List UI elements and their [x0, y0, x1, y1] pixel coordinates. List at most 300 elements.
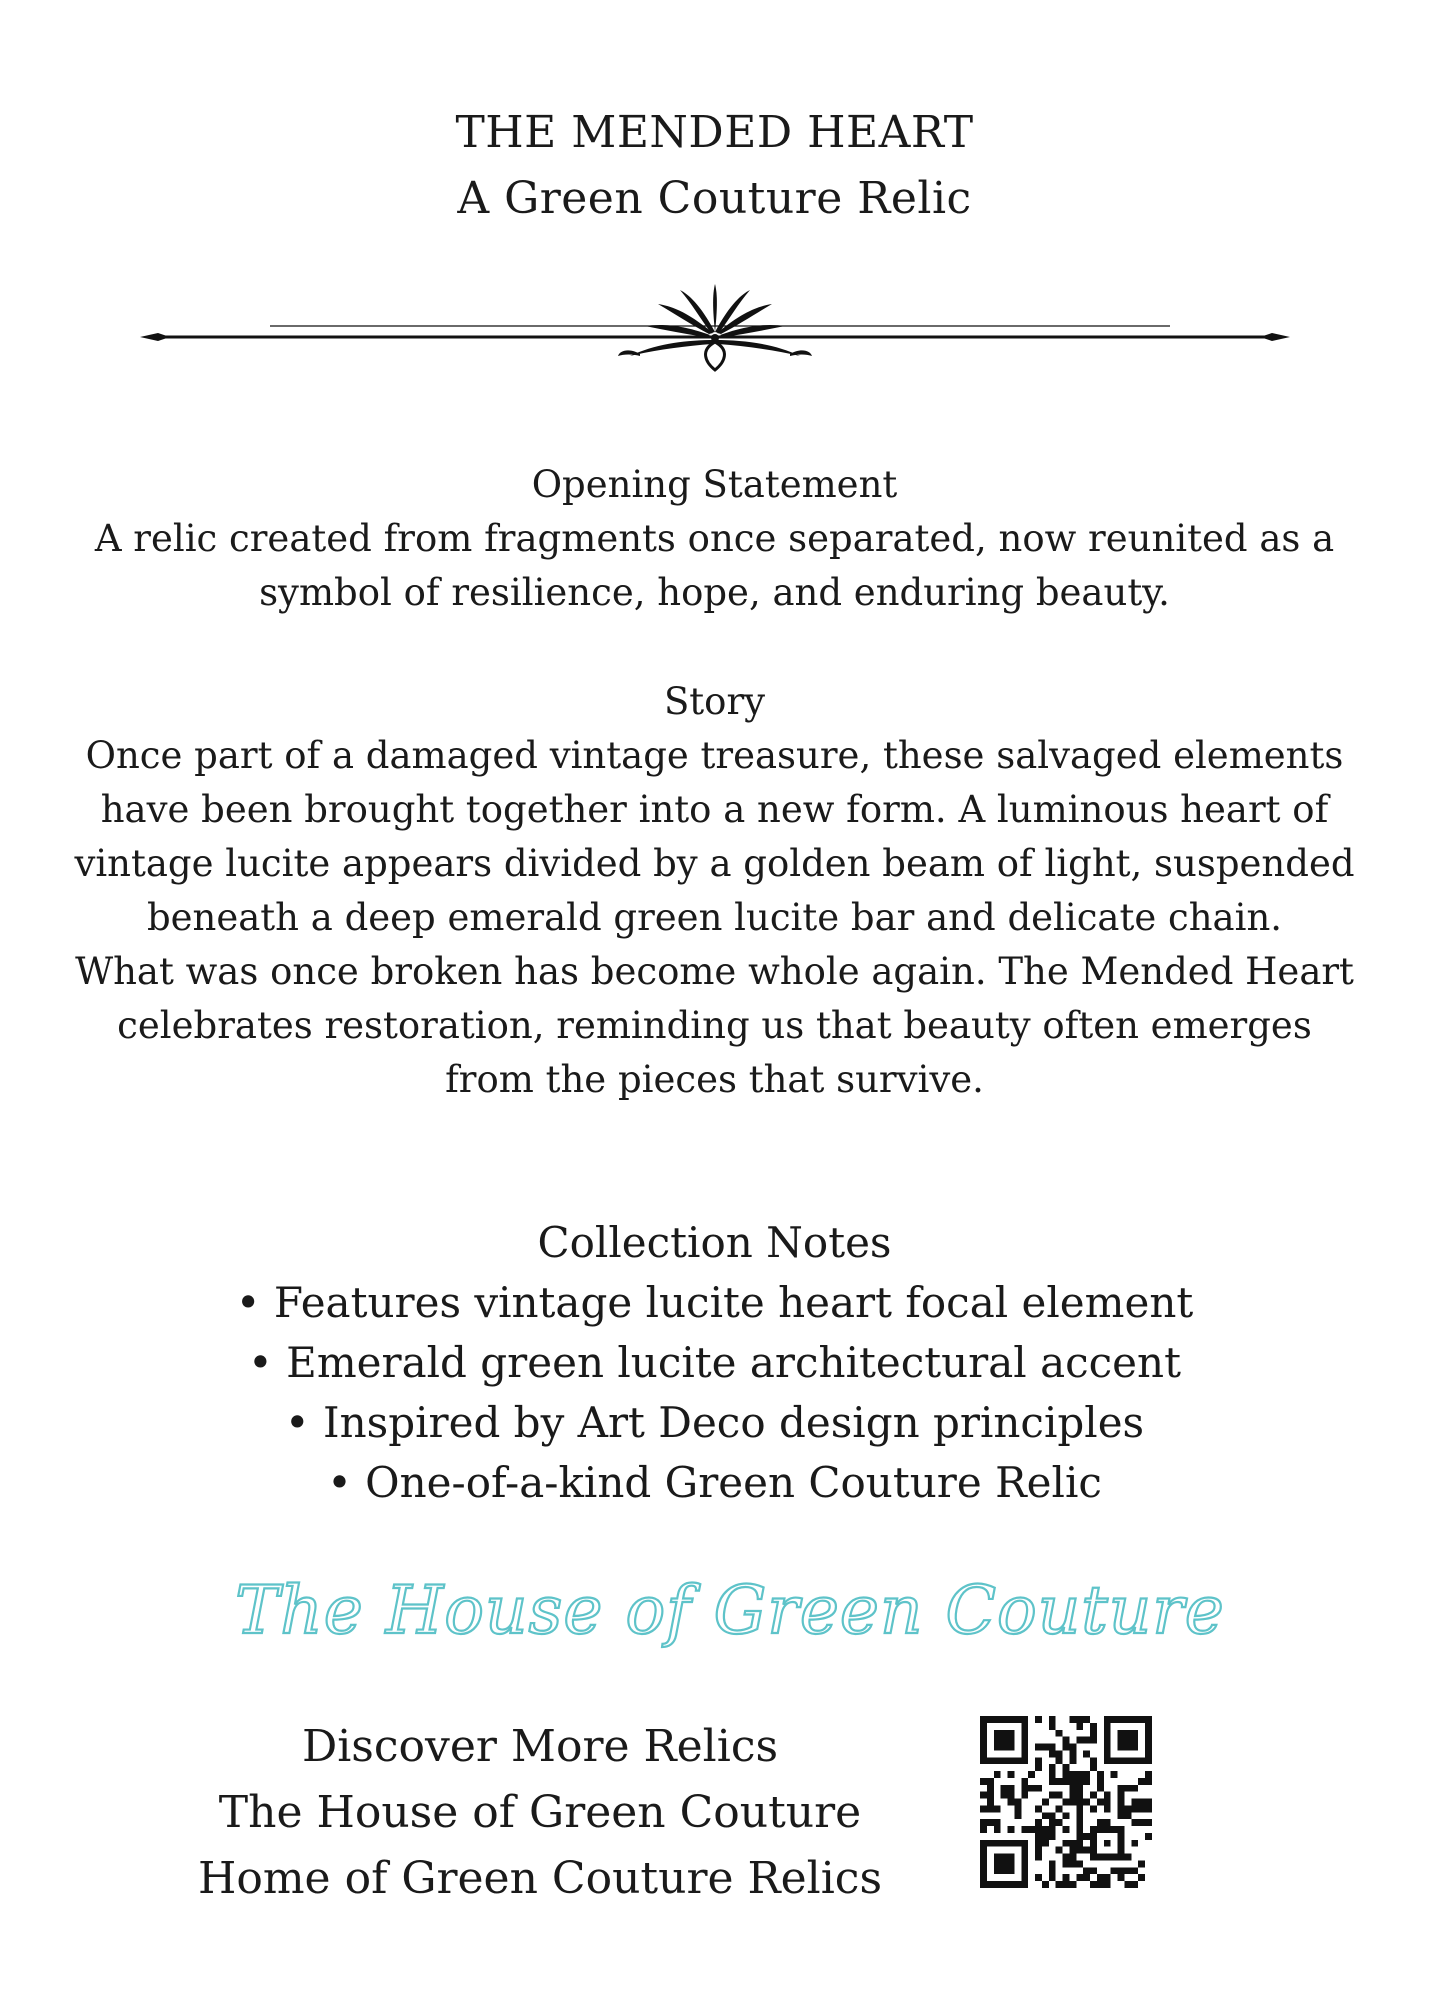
opening-statement-heading: Opening Statement [531, 463, 898, 506]
qr-module [1069, 1744, 1076, 1751]
qr-module [1090, 1723, 1097, 1730]
qr-module [1131, 1881, 1138, 1888]
qr-module [1035, 1716, 1042, 1723]
qr-module [1056, 1757, 1063, 1764]
qr-module [1118, 1744, 1125, 1751]
qr-module [1063, 1812, 1070, 1819]
qr-module [1104, 1854, 1111, 1861]
qr-module [994, 1730, 1001, 1737]
qr-module [1131, 1757, 1138, 1764]
qr-module [1063, 1744, 1070, 1751]
qr-module [1083, 1847, 1090, 1854]
qr-module [1118, 1867, 1125, 1874]
story-section [0, 675, 1429, 1107]
qr-module [1118, 1847, 1125, 1854]
qr-module [1076, 1805, 1083, 1812]
qr-module [980, 1874, 987, 1881]
qr-module [1083, 1867, 1090, 1874]
page-subtitle: A Green Couture Relic [457, 173, 972, 224]
qr-module [1049, 1792, 1056, 1799]
qr-module [1049, 1867, 1056, 1874]
qr-module [994, 1737, 1001, 1744]
qr-module [994, 1881, 1001, 1888]
qr-module [1035, 1833, 1042, 1840]
qr-module [1049, 1812, 1056, 1819]
page-title: THE MENDED HEART [455, 107, 974, 158]
qr-module [1014, 1716, 1021, 1723]
qr-module [1008, 1792, 1015, 1799]
qr-module [1124, 1785, 1131, 1792]
qr-module [1035, 1785, 1042, 1792]
qr-module [1145, 1744, 1152, 1751]
qr-module [1008, 1881, 1015, 1888]
qr-module [980, 1805, 987, 1812]
qr-module [1124, 1744, 1131, 1751]
qr-module [1021, 1723, 1028, 1730]
qr-module [1145, 1716, 1152, 1723]
qr-module [1131, 1840, 1138, 1847]
qr-module [1008, 1860, 1015, 1867]
qr-module [1131, 1867, 1138, 1874]
qr-module [980, 1860, 987, 1867]
qr-module [1097, 1819, 1104, 1826]
qr-module [1124, 1812, 1131, 1819]
qr-module [1069, 1860, 1076, 1867]
qr-module [980, 1737, 987, 1744]
qr-module [980, 1750, 987, 1757]
qr-module [1097, 1799, 1104, 1806]
qr-module [980, 1792, 987, 1799]
qr-module [994, 1819, 1001, 1826]
qr-module [1090, 1847, 1097, 1854]
story-line: Once part of a damaged vintage treasure, these salvaged elements [85, 734, 1344, 777]
qr-module [1049, 1716, 1056, 1723]
qr-module [1076, 1812, 1083, 1819]
qr-module [1076, 1874, 1083, 1881]
qr-module [1145, 1771, 1152, 1778]
qr-module [1124, 1757, 1131, 1764]
qr-module [1104, 1750, 1111, 1757]
qr-module [1069, 1750, 1076, 1757]
qr-module [1069, 1840, 1076, 1847]
qr-module [1014, 1799, 1021, 1806]
qr-module [1014, 1881, 1021, 1888]
brand-script-text: The House of Green Couture [235, 1572, 1225, 1649]
qr-module [1124, 1867, 1131, 1874]
qr-module [1076, 1847, 1083, 1854]
qr-module [1104, 1792, 1111, 1799]
qr-module [1131, 1785, 1138, 1792]
qr-module [1028, 1826, 1035, 1833]
brand-script-logo [235, 1553, 1225, 1683]
qr-module [1069, 1854, 1076, 1861]
collection-note-item: • Features vintage lucite heart focal element [235, 1278, 1194, 1327]
qr-module [1021, 1778, 1028, 1785]
qr-module [980, 1847, 987, 1854]
story-line: vintage lucite appears divided by a golden beam of light, suspended [74, 842, 1355, 885]
qr-module [980, 1826, 987, 1833]
opening-statement-section [0, 458, 1429, 620]
qr-module [1104, 1744, 1111, 1751]
qr-module [1035, 1805, 1042, 1812]
qr-module [987, 1792, 994, 1799]
qr-module [1035, 1819, 1042, 1826]
qr-module [1069, 1881, 1076, 1888]
qr-module [1001, 1881, 1008, 1888]
qr-module [1021, 1792, 1028, 1799]
qr-module [1008, 1854, 1015, 1861]
qr-module [1097, 1874, 1104, 1881]
qr-module [1069, 1847, 1076, 1854]
title-block [0, 100, 1429, 232]
qr-module [1145, 1805, 1152, 1812]
qr-module [1104, 1826, 1111, 1833]
footer-line-home: Home of Green Couture Relics [197, 1853, 883, 1904]
qr-module [1138, 1805, 1145, 1812]
qr-module [1076, 1737, 1083, 1744]
qr-code-icon[interactable] [980, 1716, 1152, 1888]
qr-module [1063, 1764, 1070, 1771]
qr-module [994, 1744, 1001, 1751]
ornamental-divider-icon [140, 284, 1290, 374]
qr-module [987, 1805, 994, 1812]
qr-module [1083, 1737, 1090, 1744]
qr-module [1063, 1737, 1070, 1744]
qr-module [1138, 1757, 1145, 1764]
qr-module [1035, 1874, 1042, 1881]
qr-module [1001, 1737, 1008, 1744]
qr-module [1083, 1874, 1090, 1881]
qr-module [1076, 1785, 1083, 1792]
qr-module [1090, 1764, 1097, 1771]
qr-module [1118, 1805, 1125, 1812]
qr-module [1076, 1723, 1083, 1730]
qr-module [994, 1805, 1001, 1812]
qr-module [1076, 1833, 1083, 1840]
qr-module [1014, 1805, 1021, 1812]
qr-module [1118, 1874, 1125, 1881]
qr-module [1035, 1744, 1042, 1751]
qr-module [1090, 1867, 1097, 1874]
qr-module [1001, 1744, 1008, 1751]
qr-module [1008, 1716, 1015, 1723]
qr-module [1138, 1819, 1145, 1826]
qr-module [1049, 1874, 1056, 1881]
story-line: from the pieces that survive. [445, 1058, 984, 1101]
collection-notes-heading: Collection Notes [537, 1218, 892, 1267]
qr-module [1090, 1833, 1097, 1840]
qr-module [994, 1854, 1001, 1861]
qr-module [1001, 1867, 1008, 1874]
qr-module [1104, 1819, 1111, 1826]
qr-module [1104, 1799, 1111, 1806]
qr-module [1069, 1778, 1076, 1785]
qr-module [1118, 1716, 1125, 1723]
qr-module [1118, 1785, 1125, 1792]
qr-module [1076, 1860, 1083, 1867]
qr-module [1001, 1840, 1008, 1847]
qr-module [1076, 1771, 1083, 1778]
qr-module [1042, 1812, 1049, 1819]
qr-module [1145, 1730, 1152, 1737]
qr-module [1028, 1771, 1035, 1778]
story-line: have been brought together into a new form. A luminous heart of [100, 788, 1329, 831]
qr-module [987, 1778, 994, 1785]
qr-module [1008, 1757, 1015, 1764]
qr-module [1124, 1805, 1131, 1812]
qr-module [1028, 1785, 1035, 1792]
qr-module [1042, 1799, 1049, 1806]
qr-module [1021, 1860, 1028, 1867]
qr-module [1104, 1737, 1111, 1744]
qr-module [1001, 1730, 1008, 1737]
footer-links-block [180, 1714, 900, 1912]
qr-module [1008, 1730, 1015, 1737]
qr-module [1069, 1792, 1076, 1799]
qr-module [1097, 1778, 1104, 1785]
qr-module [1076, 1792, 1083, 1799]
footer-line-discover: Discover More Relics [301, 1721, 779, 1772]
qr-module [994, 1867, 1001, 1874]
qr-module [1049, 1723, 1056, 1730]
opening-statement-body [0, 512, 1429, 620]
qr-module [980, 1723, 987, 1730]
qr-module [1042, 1833, 1049, 1840]
qr-module [1021, 1757, 1028, 1764]
qr-module [1111, 1867, 1118, 1874]
collection-notes-section [0, 1213, 1429, 1513]
qr-module [1035, 1854, 1042, 1861]
footer-line-house: The House of Green Couture [218, 1787, 862, 1838]
qr-module [1145, 1778, 1152, 1785]
qr-module [1014, 1840, 1021, 1847]
qr-module [980, 1730, 987, 1737]
qr-module [1111, 1854, 1118, 1861]
qr-module [1063, 1881, 1070, 1888]
qr-module [1083, 1716, 1090, 1723]
qr-module [1069, 1716, 1076, 1723]
qr-module [1063, 1778, 1070, 1785]
qr-module [1097, 1771, 1104, 1778]
qr-module [1056, 1730, 1063, 1737]
qr-module [1014, 1757, 1021, 1764]
qr-module [1097, 1785, 1104, 1792]
qr-module [1118, 1737, 1125, 1744]
qr-module [994, 1826, 1001, 1833]
qr-module [1104, 1881, 1111, 1888]
collection-note-item: • Inspired by Art Deco design principles [284, 1398, 1145, 1447]
qr-module [1097, 1854, 1104, 1861]
qr-module [1118, 1854, 1125, 1861]
qr-module [1035, 1757, 1042, 1764]
qr-module [1049, 1860, 1056, 1867]
qr-module [1049, 1771, 1056, 1778]
qr-module [1049, 1826, 1056, 1833]
qr-module [1049, 1744, 1056, 1751]
qr-module [1049, 1764, 1056, 1771]
qr-module [1090, 1792, 1097, 1799]
qr-module [1104, 1805, 1111, 1812]
qr-module [980, 1854, 987, 1861]
qr-module [987, 1757, 994, 1764]
story-line: What was once broken has become whole again. The Mended Heart [75, 950, 1354, 993]
qr-module [1083, 1771, 1090, 1778]
qr-module [1131, 1716, 1138, 1723]
qr-module [1145, 1750, 1152, 1757]
qr-module [1124, 1737, 1131, 1744]
qr-module [1008, 1744, 1015, 1751]
qr-module [1090, 1826, 1097, 1833]
collection-notes-list [0, 1273, 1429, 1513]
qr-module [1090, 1840, 1097, 1847]
qr-module [1104, 1757, 1111, 1764]
qr-module [994, 1860, 1001, 1867]
qr-module [1008, 1799, 1015, 1806]
qr-module [1118, 1812, 1125, 1819]
qr-module [1131, 1805, 1138, 1812]
qr-module [1035, 1840, 1042, 1847]
qr-module [1042, 1744, 1049, 1751]
qr-module [1145, 1737, 1152, 1744]
opening-statement-line: A relic created from fragments once separated, now reunited as a [94, 517, 1335, 560]
qr-module [1049, 1778, 1056, 1785]
qr-module [1021, 1867, 1028, 1874]
qr-module [1021, 1730, 1028, 1737]
story-line: beneath a deep emerald green lucite bar and delicate chain. [146, 896, 1283, 939]
qr-module [1001, 1860, 1008, 1867]
qr-module [1042, 1881, 1049, 1888]
qr-module [1021, 1716, 1028, 1723]
qr-module [1145, 1833, 1152, 1840]
qr-module [1042, 1840, 1049, 1847]
qr-module [1124, 1730, 1131, 1737]
qr-module [1035, 1764, 1042, 1771]
qr-module [1069, 1757, 1076, 1764]
qr-module [1056, 1881, 1063, 1888]
qr-module [1063, 1840, 1070, 1847]
story-heading: Story [663, 680, 766, 723]
qr-module [1056, 1778, 1063, 1785]
qr-module [1014, 1812, 1021, 1819]
qr-module [1118, 1757, 1125, 1764]
qr-module [1138, 1874, 1145, 1881]
qr-module [1090, 1737, 1097, 1744]
qr-module [987, 1785, 994, 1792]
qr-module [1090, 1854, 1097, 1861]
qr-module [994, 1757, 1001, 1764]
qr-module [1063, 1874, 1070, 1881]
qr-module [1063, 1771, 1070, 1778]
qr-module [980, 1819, 987, 1826]
qr-module [1118, 1826, 1125, 1833]
qr-module [1056, 1847, 1063, 1854]
qr-module [1145, 1757, 1152, 1764]
qr-module [1069, 1771, 1076, 1778]
qr-module [1090, 1881, 1097, 1888]
qr-module [980, 1757, 987, 1764]
qr-module [1097, 1826, 1104, 1833]
qr-module [1056, 1750, 1063, 1757]
qr-module [1138, 1778, 1145, 1785]
qr-module [1001, 1716, 1008, 1723]
qr-module [1063, 1826, 1070, 1833]
qr-module [994, 1716, 1001, 1723]
qr-module [1035, 1847, 1042, 1854]
qr-module [1049, 1833, 1056, 1840]
qr-module [1118, 1792, 1125, 1799]
qr-module [1124, 1881, 1131, 1888]
qr-module [980, 1840, 987, 1847]
qr-module [1111, 1771, 1118, 1778]
qr-module [1090, 1805, 1097, 1812]
qr-module [1131, 1737, 1138, 1744]
qr-module [1104, 1723, 1111, 1730]
qr-module [1035, 1826, 1042, 1833]
qr-module [1076, 1778, 1083, 1785]
qr-module [1131, 1744, 1138, 1751]
qr-module [1097, 1881, 1104, 1888]
qr-module [1069, 1799, 1076, 1806]
qr-module [1063, 1799, 1070, 1806]
qr-module [1021, 1785, 1028, 1792]
qr-module [1021, 1874, 1028, 1881]
qr-module [980, 1716, 987, 1723]
qr-module [1076, 1716, 1083, 1723]
qr-module [980, 1867, 987, 1874]
qr-module [1131, 1730, 1138, 1737]
qr-module [1049, 1819, 1056, 1826]
qr-module [1111, 1826, 1118, 1833]
qr-module [1118, 1833, 1125, 1840]
qr-module [987, 1716, 994, 1723]
qr-module [1083, 1833, 1090, 1840]
qr-module [1111, 1716, 1118, 1723]
qr-module [1008, 1840, 1015, 1847]
qr-module [1021, 1840, 1028, 1847]
qr-module [1008, 1867, 1015, 1874]
qr-module [1104, 1840, 1111, 1847]
qr-module [1138, 1860, 1145, 1867]
qr-module [980, 1778, 987, 1785]
qr-module [1104, 1730, 1111, 1737]
qr-module [1076, 1840, 1083, 1847]
qr-module [980, 1881, 987, 1888]
qr-module [1111, 1757, 1118, 1764]
qr-module [1063, 1860, 1070, 1867]
qr-module [1145, 1799, 1152, 1806]
qr-module [1008, 1771, 1015, 1778]
qr-module [1021, 1744, 1028, 1751]
qr-module [1069, 1785, 1076, 1792]
qr-module [987, 1799, 994, 1806]
qr-module [1063, 1854, 1070, 1861]
qr-module [1042, 1826, 1049, 1833]
qr-module [1124, 1716, 1131, 1723]
qr-module [1131, 1819, 1138, 1826]
qr-module [1145, 1819, 1152, 1826]
qr-module [1118, 1730, 1125, 1737]
qr-module [994, 1771, 1001, 1778]
qr-module [1131, 1799, 1138, 1806]
qr-module [1083, 1750, 1090, 1757]
qr-module [1049, 1750, 1056, 1757]
story-line: celebrates restoration, reminding us that beauty often emerges [117, 1004, 1312, 1047]
qr-module [1118, 1840, 1125, 1847]
qr-module [980, 1744, 987, 1751]
qr-module [1021, 1881, 1028, 1888]
qr-module [1001, 1757, 1008, 1764]
qr-module [987, 1881, 994, 1888]
